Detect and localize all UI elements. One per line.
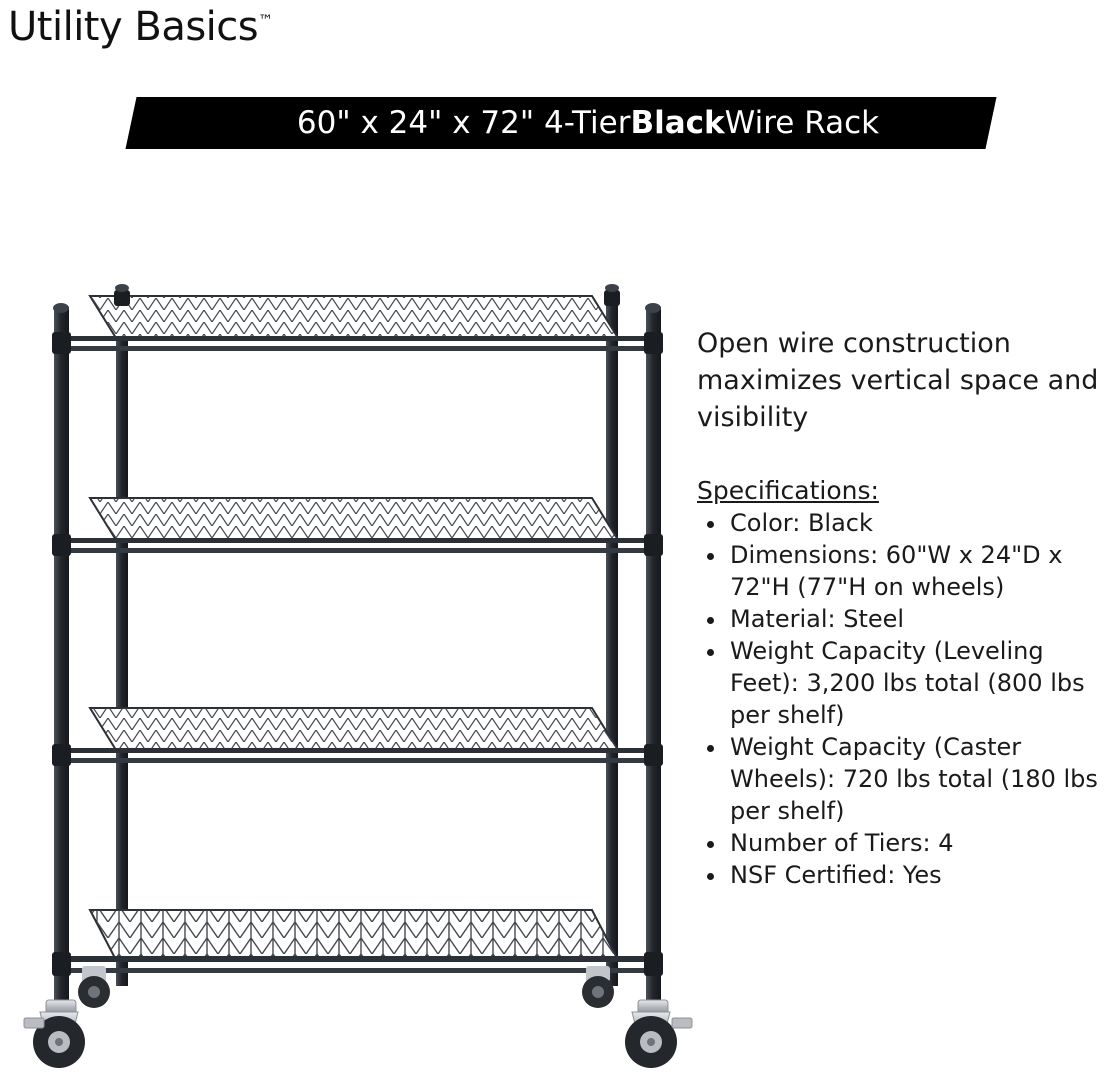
list-item: • Dimensions: 60"W x 24"D x 72"H (77"H on wheels) [728, 539, 1108, 603]
rear-left-post [116, 286, 128, 986]
specifications-title: Specifications: [697, 476, 879, 505]
banner-emphasis: Black [630, 105, 725, 141]
banner-prefix: 60" x 24" x 72" 4-Tier [296, 105, 631, 141]
banner-suffix: Wire Rack [724, 105, 880, 141]
headline-text: Open wire construction maximizes vertical space and visibility [697, 328, 1099, 433]
shelf-4 [56, 910, 660, 973]
shelf-3 [56, 708, 660, 763]
post-collars [52, 290, 663, 976]
caster-front-right [625, 1000, 692, 1068]
specifications-list [697, 507, 1108, 891]
title-banner-text [178, 98, 998, 148]
trademark-symbol: ™ [258, 11, 274, 30]
brand-wordmark [8, 4, 273, 50]
rear-right-post [606, 286, 618, 986]
list-item: • Weight Capacity (Caster Wheels): 720 lbs total (180 lbs per shelf) [728, 731, 1108, 827]
list-item: • Color: Black [728, 507, 1108, 539]
product-image [20, 250, 700, 1080]
caster-front-left [24, 1000, 85, 1068]
caster-rear-right [582, 966, 614, 1008]
front-right-post [646, 306, 661, 1006]
shelf-2 [56, 498, 660, 553]
rack-illustration [24, 284, 692, 1068]
list-item: • NSF Certified: Yes [728, 859, 1108, 891]
list-item: • Number of Tiers: 4 [728, 827, 1108, 859]
product-copy [697, 325, 1108, 891]
caster-rear-left [78, 966, 110, 1008]
list-item: • Material: Steel [728, 603, 1108, 635]
list-item: • Weight Capacity (Leveling Feet): 3,200 lbs total (800 lbs per shelf) [728, 635, 1108, 731]
brand-name: Utility Basics [8, 4, 259, 50]
shelf-1 [54, 296, 660, 351]
front-left-post [54, 306, 69, 1006]
